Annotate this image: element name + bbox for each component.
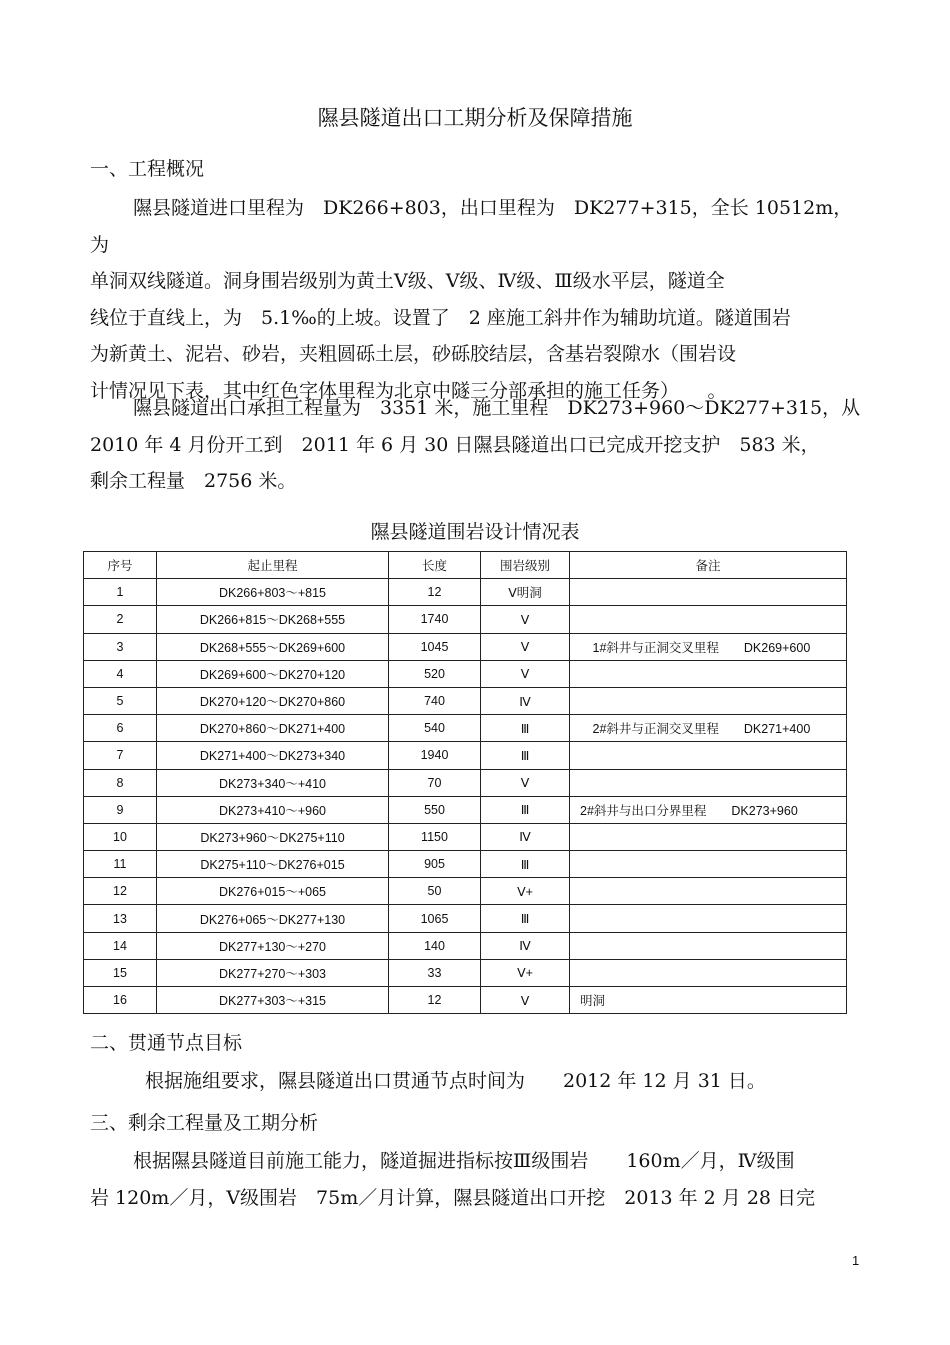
table-row [84, 932, 847, 959]
cell-rock-grade: Ⅳ [481, 932, 570, 959]
text-line: 计情况见下表，其中红色字体里程为北京中隧三分部承担的施工任务） 。 [90, 379, 727, 402]
cell-mileage: DK273+410～+960 [157, 796, 389, 823]
cell-remarks [570, 660, 847, 687]
text-line: 根据隰县隧道目前施工能力，隧道掘进指标按Ⅲ级围岩 160m／月，Ⅳ级围 [133, 1150, 795, 1172]
table-row [84, 851, 847, 878]
cell-rock-grade: Ⅴ [481, 987, 570, 1014]
cell-rock-grade: Ⅴ [481, 769, 570, 796]
cell-rock-grade: Ⅲ [481, 905, 570, 932]
cell-mileage: DK277+303～+315 [157, 987, 389, 1014]
cell-mileage: DK276+015～+065 [157, 878, 389, 905]
cell-rock-grade: Ⅲ [481, 742, 570, 769]
cell-rock-grade: Ⅳ [481, 687, 570, 714]
cell-mileage: DK277+270～+303 [157, 959, 389, 986]
cell-mileage: DK275+110～DK276+015 [157, 851, 389, 878]
cell-index: 8 [84, 769, 157, 796]
header-remarks: 备注 [570, 552, 847, 579]
cell-mileage: DK268+555～DK269+600 [157, 633, 389, 660]
cell-remarks [570, 742, 847, 769]
cell-index: 12 [84, 878, 157, 905]
cell-mileage: DK270+860～DK271+400 [157, 715, 389, 742]
cell-rock-grade: Ⅳ [481, 823, 570, 850]
rock-design-table [83, 551, 847, 1014]
cell-length: 1045 [389, 633, 481, 660]
cell-length: 1065 [389, 905, 481, 932]
cell-rock-grade: Ⅴ [481, 633, 570, 660]
table-row [84, 823, 847, 850]
cell-remarks [570, 606, 847, 633]
table-body [84, 579, 847, 1014]
cell-rock-grade: Ⅴ [481, 660, 570, 687]
cell-index: 9 [84, 796, 157, 823]
cell-length: 50 [389, 878, 481, 905]
target-paragraph [90, 1063, 865, 1100]
table-row [84, 905, 847, 932]
cell-length: 520 [389, 660, 481, 687]
table-row [84, 959, 847, 986]
text-line: 线位于直线上，为 5.1‰的上坡。设置了 2 座施工斜井作为辅助坑道。隧道围岩 [90, 306, 791, 329]
cell-mileage: DK270+120～DK270+860 [157, 687, 389, 714]
cell-mileage: DK266+803～+815 [157, 579, 389, 606]
section-heading-target: 二、贯通节点目标 [90, 1032, 243, 1054]
cell-length: 540 [389, 715, 481, 742]
cell-remarks: 2#斜井与正洞交叉里程 DK271+400 [570, 715, 847, 742]
cell-index: 2 [84, 606, 157, 633]
text-line: 单洞双线隧道。洞身围岩级别为黄土Ⅴ级、Ⅴ级、Ⅳ级、Ⅲ级水平层，隧道全 [90, 270, 725, 292]
document-title: 隰县隧道出口工期分析及保障措施 [317, 106, 633, 130]
cell-index: 11 [84, 851, 157, 878]
cell-length: 1150 [389, 823, 481, 850]
cell-length: 905 [389, 851, 481, 878]
cell-remarks: 2#斜井与出口分界里程 DK273+960 [570, 796, 847, 823]
header-index: 序号 [84, 552, 157, 579]
cell-remarks: 1#斜井与正洞交叉里程 DK269+600 [570, 633, 847, 660]
cell-rock-grade: Ⅲ [481, 851, 570, 878]
text-line: 剩余工程量 2756 米。 [90, 470, 297, 492]
cell-length: 1940 [389, 742, 481, 769]
section-heading-analysis: 三、剩余工程量及工期分析 [90, 1112, 319, 1134]
cell-remarks [570, 959, 847, 986]
cell-mileage: DK273+960～DK275+110 [157, 823, 389, 850]
table-row [84, 987, 847, 1014]
cell-remarks [570, 769, 847, 796]
cell-index: 7 [84, 742, 157, 769]
cell-length: 12 [389, 579, 481, 606]
header-rock-grade: 围岩级别 [481, 552, 570, 579]
table-row [84, 878, 847, 905]
cell-length: 140 [389, 932, 481, 959]
cell-remarks [570, 687, 847, 714]
cell-rock-grade: Ⅴ [481, 606, 570, 633]
cell-remarks [570, 823, 847, 850]
cell-index: 4 [84, 660, 157, 687]
cell-remarks [570, 878, 847, 905]
cell-length: 1740 [389, 606, 481, 633]
cell-index: 3 [84, 633, 157, 660]
text-line: 隰县隧道进口里程为 DK266+803，出口里程为 DK277+315，全长 10512m，为 [90, 197, 853, 256]
cell-length: 70 [389, 769, 481, 796]
table-row [84, 796, 847, 823]
cell-remarks [570, 579, 847, 606]
text-line: 根据施组要求，隰县隧道出口贯通节点时间为 2012 年 12 月 31 日。 [145, 1070, 766, 1092]
cell-mileage: DK271+400～DK273+340 [157, 742, 389, 769]
cell-mileage: DK266+815～DK268+555 [157, 606, 389, 633]
header-mileage: 起止里程 [157, 552, 389, 579]
cell-rock-grade: Ⅴ明洞 [481, 579, 570, 606]
cell-index: 13 [84, 905, 157, 932]
table-header-row [84, 552, 847, 579]
cell-remarks [570, 905, 847, 932]
header-length: 长度 [389, 552, 481, 579]
section-heading-overview: 一、工程概况 [90, 158, 205, 180]
cell-rock-grade: Ⅲ [481, 715, 570, 742]
text-line: 隰县隧道出口承担工程量为 3351 米，施工里程 DK273+960～DK277+315，从 [133, 397, 861, 419]
analysis-paragraph [90, 1143, 865, 1216]
text-line: 2010 年 4 月份开工到 2011 年 6 月 30 日隰县隧道出口已完成开挖支护 583 米， [90, 433, 820, 456]
cell-rock-grade: Ⅴ+ [481, 959, 570, 986]
table-title: 隰县隧道围岩设计情况表 [370, 521, 580, 543]
text-line: 岩 120m／月，Ⅴ级围岩 75m／月计算，隰县隧道出口开挖 2013 年 2 月 28 日完 [90, 1186, 816, 1209]
cell-rock-grade: Ⅴ+ [481, 878, 570, 905]
cell-length: 33 [389, 959, 481, 986]
cell-length: 550 [389, 796, 481, 823]
cell-mileage: DK276+065～DK277+130 [157, 905, 389, 932]
workload-paragraph [90, 390, 865, 500]
cell-mileage: DK273+340～+410 [157, 769, 389, 796]
cell-index: 16 [84, 987, 157, 1014]
cell-index: 10 [84, 823, 157, 850]
table-row [84, 579, 847, 606]
cell-rock-grade: Ⅲ [481, 796, 570, 823]
table-row [84, 606, 847, 633]
cell-length: 12 [389, 987, 481, 1014]
overview-paragraph [90, 190, 865, 409]
table-row [84, 633, 847, 660]
table-row [84, 769, 847, 796]
cell-index: 14 [84, 932, 157, 959]
cell-mileage: DK277+130～+270 [157, 932, 389, 959]
cell-remarks [570, 932, 847, 959]
table-row [84, 660, 847, 687]
cell-index: 6 [84, 715, 157, 742]
cell-length: 740 [389, 687, 481, 714]
table-row [84, 687, 847, 714]
table-row [84, 715, 847, 742]
cell-mileage: DK269+600～DK270+120 [157, 660, 389, 687]
cell-remarks [570, 851, 847, 878]
table-row [84, 742, 847, 769]
cell-remarks: 明洞 [570, 987, 847, 1014]
cell-index: 5 [84, 687, 157, 714]
cell-index: 15 [84, 959, 157, 986]
page-number: 1 [852, 1253, 860, 1268]
cell-index: 1 [84, 579, 157, 606]
text-line: 为新黄土、泥岩、砂岩，夹粗圆砾土层，砂砾胶结层，含基岩裂隙水（围岩设 [90, 343, 737, 365]
